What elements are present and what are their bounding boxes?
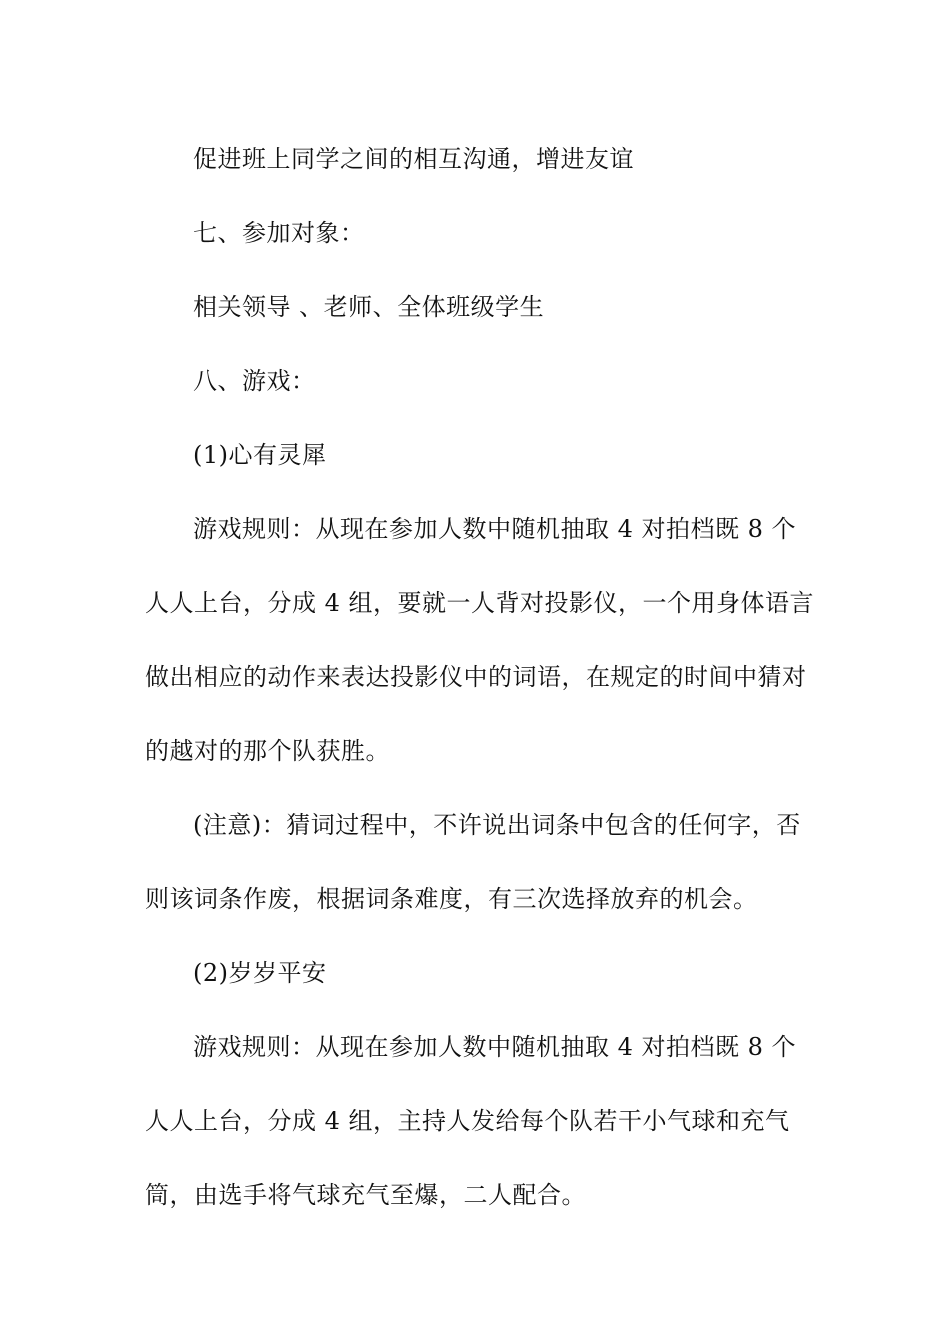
- subheading-game-1: (1)心有灵犀: [193, 441, 327, 469]
- paragraph-participants: 相关领导 、老师、全体班级学生: [193, 293, 545, 321]
- heading-participants: 七、参加对象：: [193, 219, 365, 247]
- heading-games: 八、游戏：: [193, 367, 316, 395]
- document-body: [145, 122, 815, 1232]
- paragraph-purpose: 促进班上同学之间的相互沟通，增进友谊: [193, 145, 634, 173]
- paragraph-game-1-note: (注意)：猜词过程中，不许说出词条中包含的任何字，否则该词条作废，根据词条难度，有三次选择放弃的机会。: [145, 811, 801, 913]
- paragraph-game-1-rules: 游戏规则：从现在参加人数中随机抽取 4 对拍档既 8 个人人上台，分成 4 组，要就一人背对投影仪，一个用身体语言做出相应的动作来表达投影仪中的词语，在规定的时间中猜对的越对的那个队获胜。: [145, 515, 815, 765]
- subheading-game-2: (2)岁岁平安: [193, 959, 327, 987]
- paragraph-game-2-rules: 游戏规则：从现在参加人数中随机抽取 4 对拍档既 8 个人人上台，分成 4 组，主持人发给每个队若干小气球和充气筒，由选手将气球充气至爆，二人配合。: [145, 1033, 797, 1209]
